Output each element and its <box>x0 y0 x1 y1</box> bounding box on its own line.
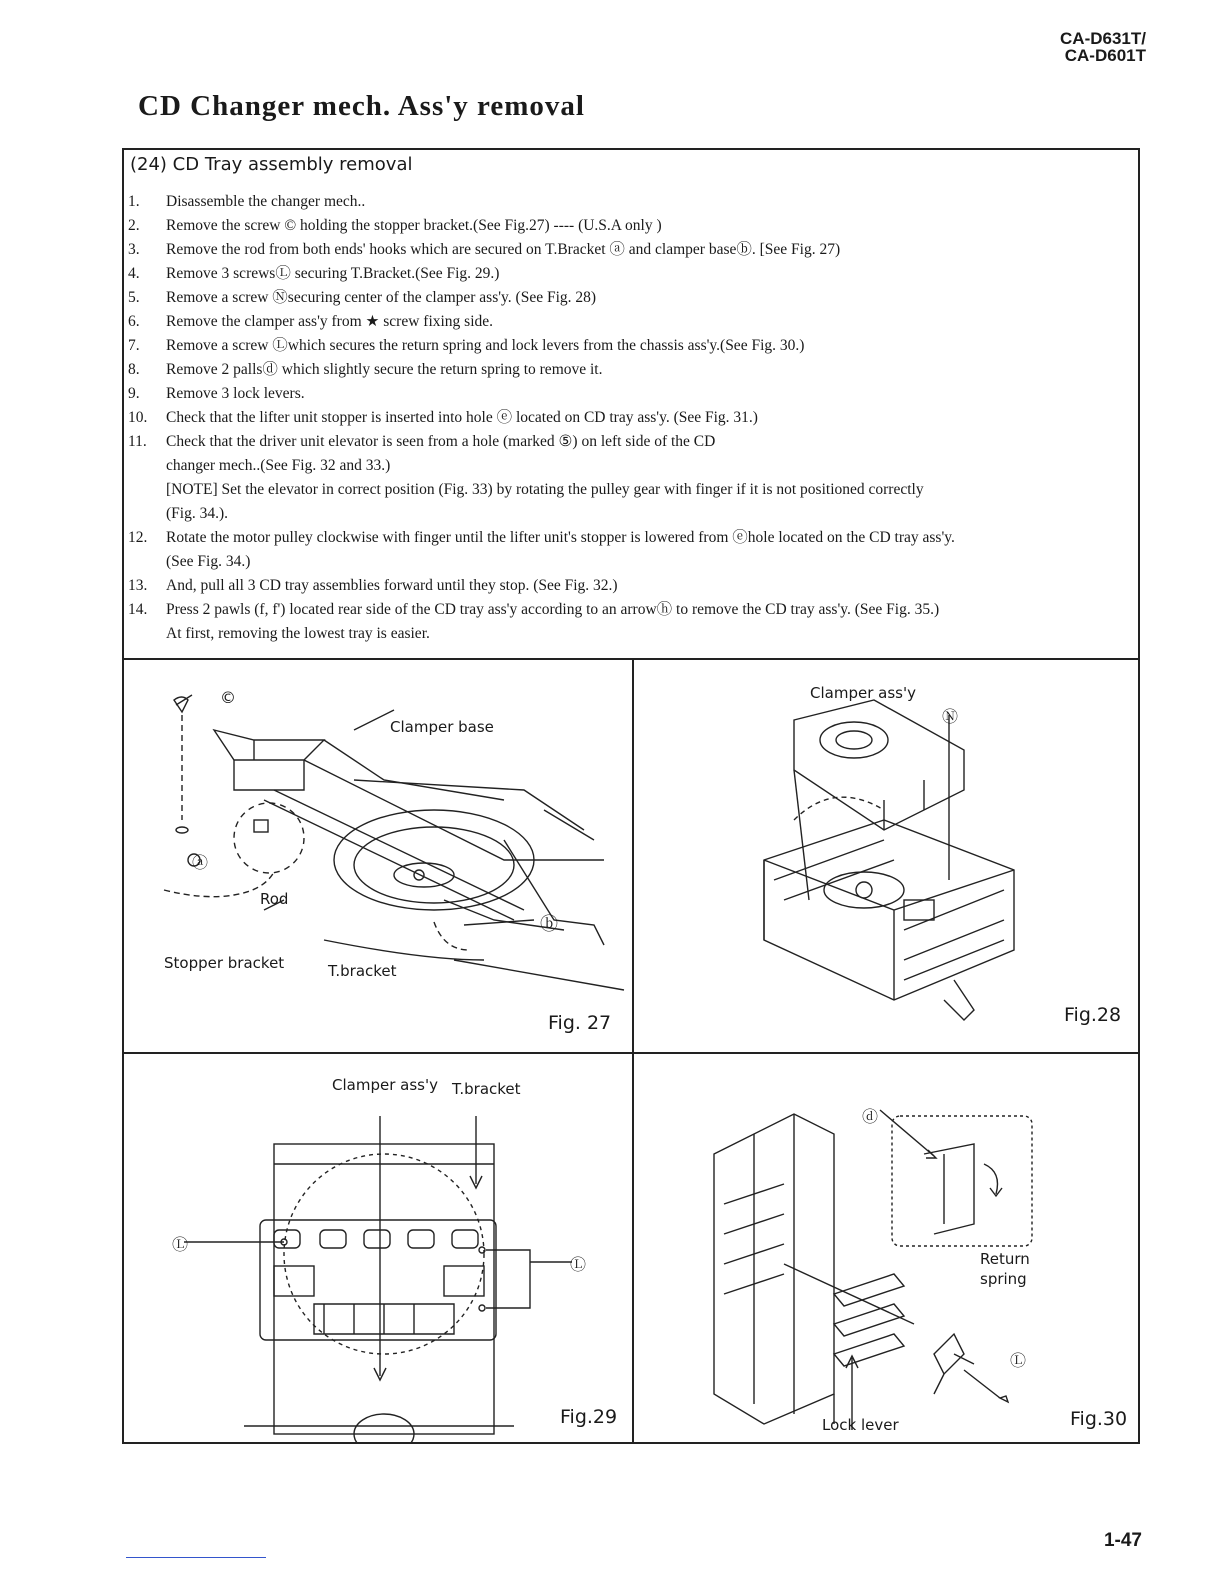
fig30-spring-label: spring <box>980 1270 1027 1288</box>
step-number: 8. <box>128 361 140 378</box>
model-line-1: CA-D631T/ <box>1060 29 1146 48</box>
figure-28 <box>634 660 1140 1052</box>
figure-29 <box>124 1054 630 1444</box>
step-item <box>128 382 1128 406</box>
fig27-screw-label: © <box>220 688 236 707</box>
step-text: And, pull all 3 CD tray assemblies forward until they stop. (See Fig. 32.) <box>166 577 618 594</box>
section-heading: (24) CD Tray assembly removal <box>130 154 413 175</box>
step-text: Remove the clamper ass'y from ★ screw fixing side. <box>166 313 494 330</box>
fig27-rod-label: Rod <box>260 890 289 908</box>
fig29-clamper-label: Clamper ass'y <box>332 1076 438 1094</box>
fig30-return-label: Return <box>980 1250 1030 1268</box>
step-item <box>128 430 1128 526</box>
step-text: Rotate the motor pulley clockwise with finger until the lifter unit's stopper is lowered from ⓔhole located on the CD tray ass'y. <box>166 529 955 546</box>
fig28-n-label: Ⓝ <box>942 707 959 726</box>
page-title: CD Changer mech. Ass'y removal <box>138 90 585 122</box>
step-item <box>128 598 1128 646</box>
fig30-number: Fig.30 <box>1070 1408 1128 1430</box>
step-number: 2. <box>128 217 140 234</box>
step-text: Remove 2 pallsⓓ which slightly secure the return spring to remove it. <box>166 361 603 378</box>
figure-30 <box>634 1054 1140 1444</box>
bottom-rule <box>126 1557 266 1558</box>
fig27-tbracket-label: T.bracket <box>328 962 397 980</box>
step-item <box>128 526 1128 574</box>
fig28-drawing <box>634 660 1140 1052</box>
step-text: Remove a screw Ⓛwhich secures the return spring and lock levers from the chassis ass'y.(See Fig. 30.) <box>166 337 805 354</box>
fig30-d-label: ⓓ <box>862 1107 879 1126</box>
fig29-number: Fig.29 <box>560 1406 618 1428</box>
step-number: 10. <box>128 409 148 426</box>
fig27-stopper-bracket-label: Stopper bracket <box>164 954 285 972</box>
step-text: Remove the screw © holding the stopper bracket.(See Fig.27) ---- (U.S.A only ) <box>166 217 662 234</box>
step-number: 1. <box>128 193 140 210</box>
step-item <box>128 286 1128 310</box>
step-text: Check that the lifter unit stopper is inserted into hole ⓔ located on CD tray ass'y. (See Fig. 31.) <box>166 409 758 426</box>
step-item <box>128 406 1128 430</box>
fig27-a-label: ⓐ <box>192 853 209 872</box>
step-item <box>128 574 1128 598</box>
step-text: Disassemble the changer mech.. <box>166 193 366 210</box>
step-continuation: At first, removing the lowest tray is easier. <box>166 625 430 642</box>
fig29-drawing <box>124 1054 630 1444</box>
fig30-l-label: Ⓛ <box>1010 1351 1027 1370</box>
step-text: Press 2 pawls (f, f') located rear side of the CD tray ass'y according to an arrowⓗ to remove the CD tray ass'y. (See Fig. 35.) <box>166 601 940 618</box>
step-item <box>128 214 1128 238</box>
content-frame <box>122 148 1140 1444</box>
fig30-drawing <box>634 1054 1140 1444</box>
step-number: 4. <box>128 265 140 282</box>
step-text: Remove the rod from both ends' hooks which are secured on T.Bracket ⓐ and clamper baseⓑ. [See Fig. 27) <box>166 241 841 258</box>
fig29-tbracket-label: T.bracket <box>452 1080 521 1098</box>
step-item <box>128 358 1128 382</box>
fig29-l-left-label: Ⓛ <box>172 1235 189 1254</box>
step-continuation: changer mech..(See Fig. 32 and 33.) <box>166 457 391 474</box>
step-item <box>128 190 1128 214</box>
step-number: 12. <box>128 529 148 546</box>
step-text: Remove 3 lock levers. <box>166 385 305 402</box>
step-text: Check that the driver unit elevator is seen from a hole (marked ⑤) on left side of the CD <box>166 433 716 450</box>
step-number: 6. <box>128 313 140 330</box>
step-number: 14. <box>128 601 148 618</box>
step-number: 3. <box>128 241 140 258</box>
step-item <box>128 238 1128 262</box>
fig28-number: Fig.28 <box>1064 1004 1122 1026</box>
step-number: 5. <box>128 289 140 306</box>
step-item <box>128 262 1128 286</box>
fig30-lock-lever-label: Lock lever <box>822 1416 899 1434</box>
step-number: 9. <box>128 385 140 402</box>
model-line-2: CA-D601T <box>1064 46 1146 65</box>
step-continuation: (See Fig. 34.) <box>166 553 251 570</box>
step-number: 7. <box>128 337 140 354</box>
fig27-b-label: ⓑ <box>540 914 558 935</box>
step-number: 11. <box>128 433 147 450</box>
step-continuation: (Fig. 34.). <box>166 505 228 522</box>
fig28-clamper-label: Clamper ass'y <box>810 684 916 702</box>
steps-list <box>128 190 1128 646</box>
page-number: 1-47 <box>1103 1530 1142 1551</box>
step-text: Remove a screw Ⓝsecuring center of the clamper ass'y. (See Fig. 28) <box>166 289 597 306</box>
fig29-l-right-label: Ⓛ <box>570 1255 587 1274</box>
step-note: [NOTE] Set the elevator in correct position (Fig. 33) by rotating the pulley gear with finger if it is not positioned correctly <box>166 481 924 498</box>
step-number: 13. <box>128 577 148 594</box>
step-item <box>128 334 1128 358</box>
figure-27 <box>124 660 630 1052</box>
model-number <box>1060 30 1146 64</box>
step-item <box>128 310 1128 334</box>
fig27-clamper-base-label: Clamper base <box>390 718 494 736</box>
fig27-number: Fig. 27 <box>548 1012 612 1034</box>
step-text: Remove 3 screwsⓁ securing T.Bracket.(See Fig. 29.) <box>166 265 500 282</box>
